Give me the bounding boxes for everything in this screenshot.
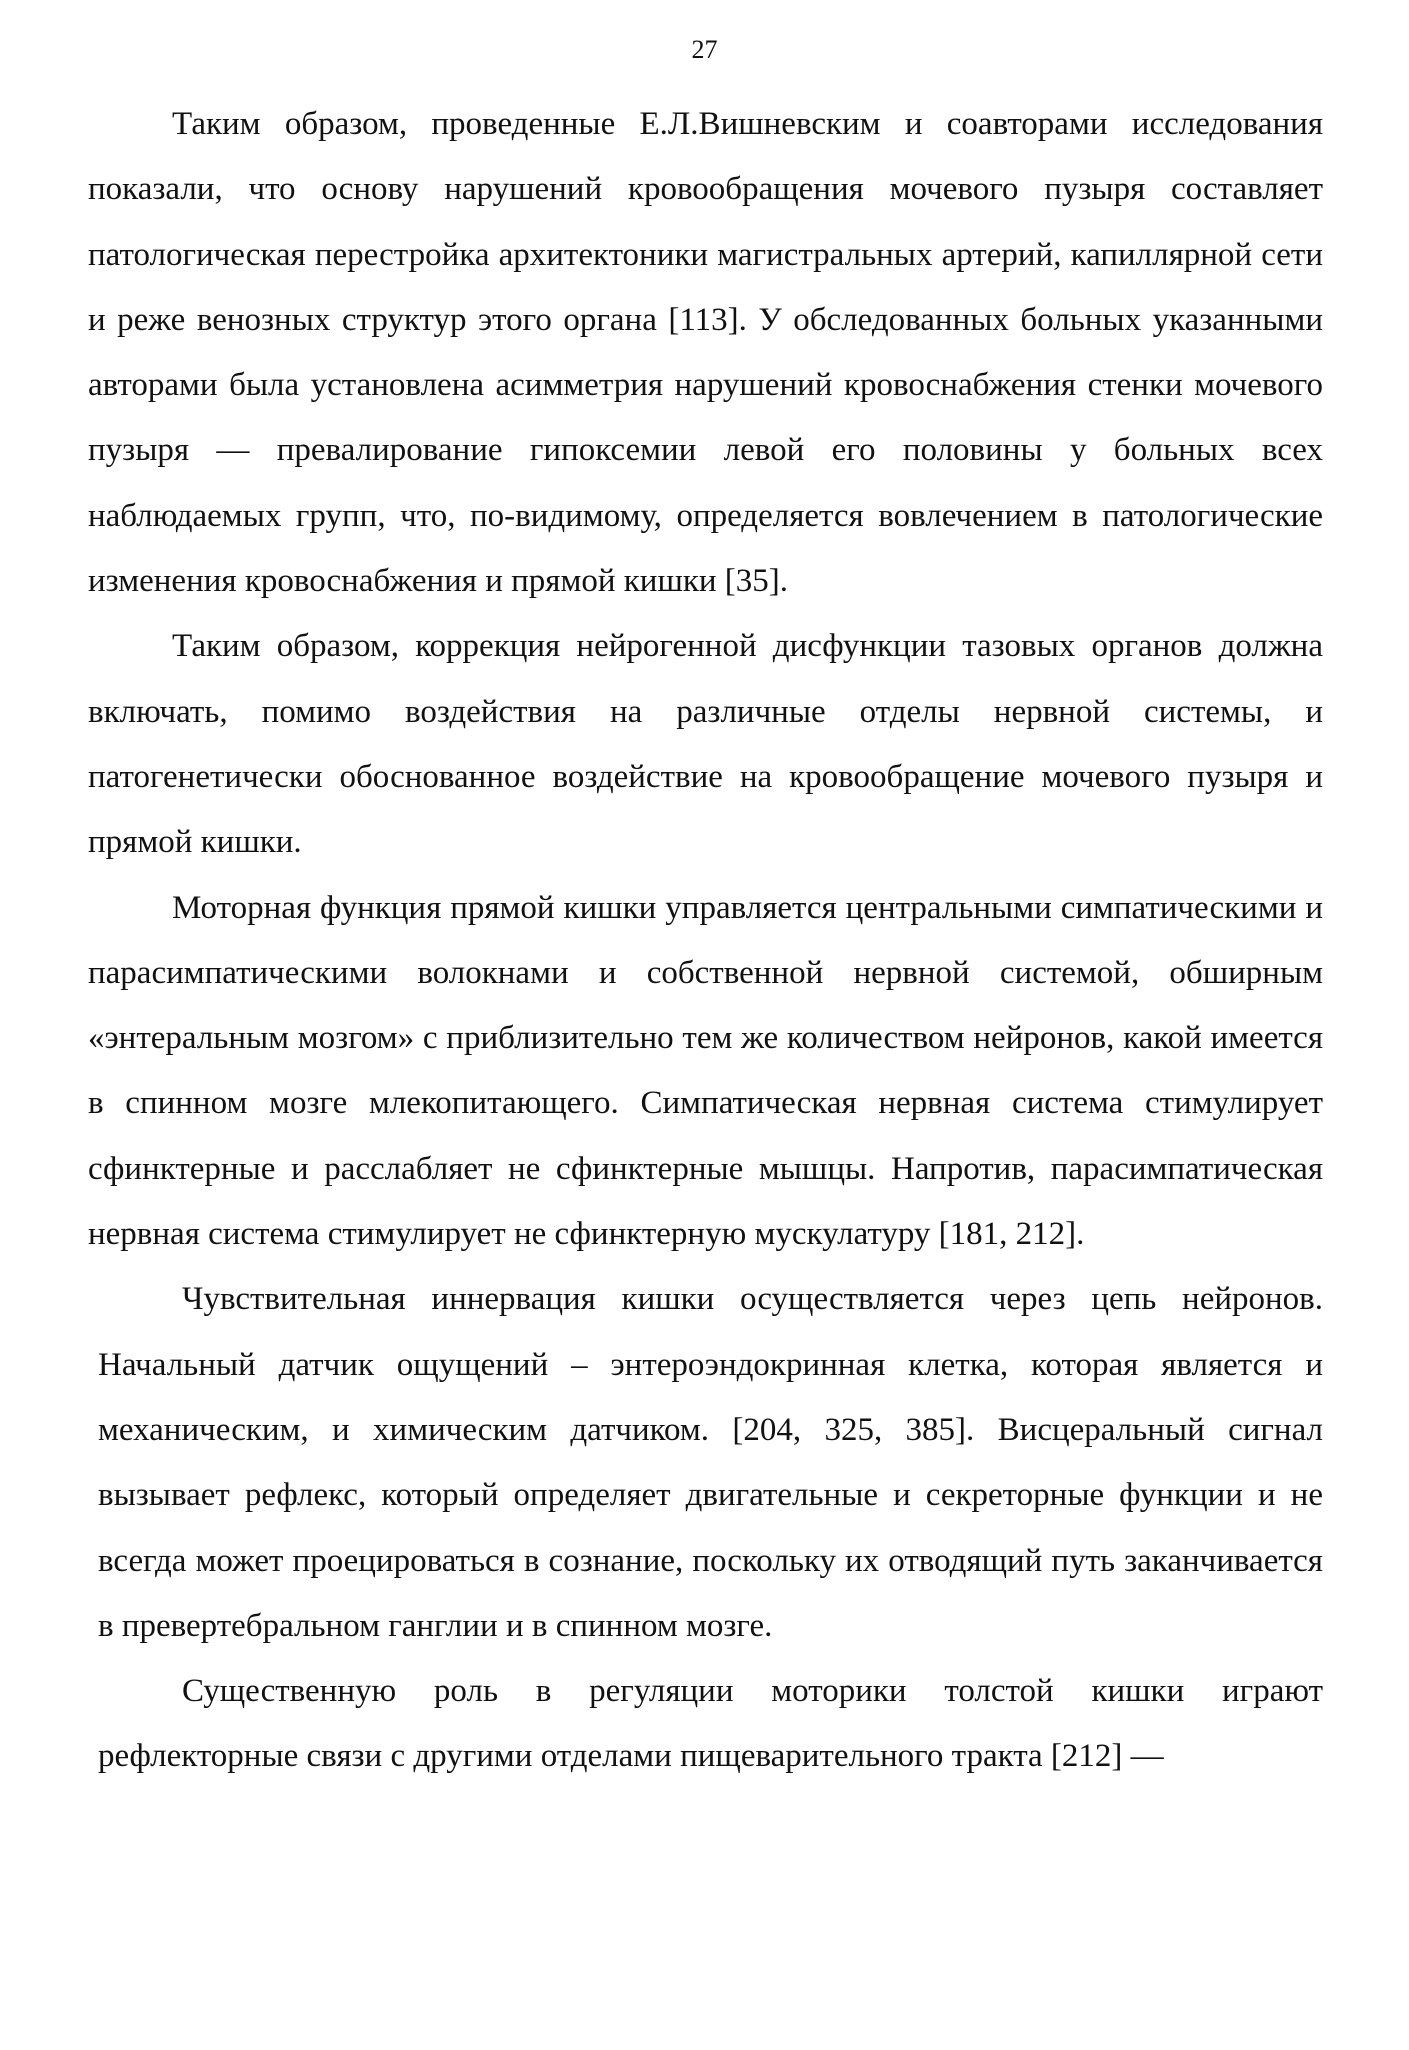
paragraph-vishnevsky-study: Таким образом, проведенные Е.Л.Вишневским и соавторами исследования показали, что основу нарушений кровообращения мочевого пузыря составляет патологическая перестройка архитектоники магистральных артерий, капиллярной сети и реже венозных структур этого органа [113]. У обследованных больных указанными авторами была установлена асимметрия нарушений кровоснабжения стенки мочевого пузыря — превалирование гипоксемии левой его половины у больных всех наблюдаемых групп, что, по-видимому, определяется вовлечением в патологические изменения кровоснабжения и прямой кишки [35]. — [88, 106, 1323, 600]
paragraph-correction-dysfunction: Таким образом, коррекция нейрогенной дисфункции тазовых органов должна включать, помимо воздействия на различные отделы нервной системы, и патогенетически обоснованное воздействие на кровообращение мочевого пузыря и прямой кишки. — [88, 628, 1323, 861]
page-number: 27 — [691, 35, 718, 64]
paragraph-reflex-connections: Существенную роль в регуляции моторики толстой кишки играют рефлекторные связи с другими отделами пищеварительного тракта [212] — — [98, 1673, 1323, 1775]
paragraph-sensory-innervation: Чувствительная иннервация кишки осуществляется через цепь нейронов. Начальный датчик ощущений – энтероэндокринная клетка, которая является и механическим, и химическим датчиком. [204, 325, 385]. Висцеральный сигнал вызывает рефлекс, который определяет двигательные и секреторные функции и не всегда может проецироваться в сознание, поскольку их отводящий путь заканчивается в превертебральном ганглии и в спинном мозге. — [98, 1281, 1323, 1644]
paragraph-motor-function: Моторная функция прямой кишки управляется центральными симпатическими и парасимпатическими волокнами и собственной нервной системой, обширным «энтеральным мозгом» с приблизительно тем же количеством нейронов, какой имеется в спинном мозге млекопитающего. Симпатическая нервная система стимулирует сфинктерные и расслабляет не сфинктерные мышцы. Напротив, парасимпатическая нервная система стимулирует не сфинктерную мускулатуру [181, 212]. — [88, 889, 1323, 1253]
document-body — [88, 92, 1323, 1790]
